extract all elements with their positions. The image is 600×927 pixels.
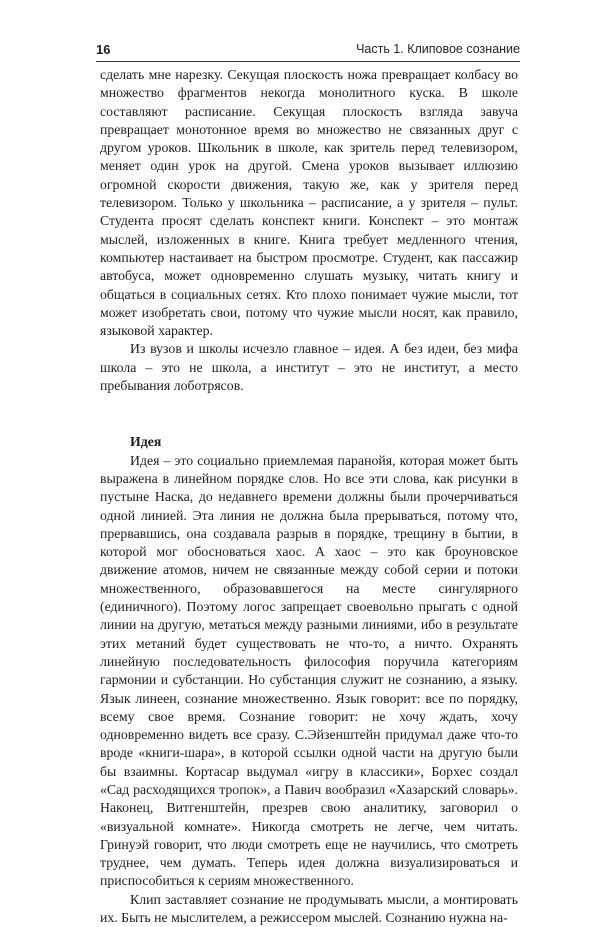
- paragraph: Клип заставляет сознание не продумывать мысли, а монтировать их. Быть не мыслителем, а режиссером мыслей. Сознанию нужна на-: [100, 891, 518, 926]
- header-rule: [96, 61, 520, 62]
- page-body: [100, 66, 518, 927]
- section-title: Идея: [130, 434, 162, 450]
- section-gap: [100, 395, 518, 433]
- paragraph-continued: сделать мне нарезку. Секущая плоскость ножа превращает колбасу во множество фрагментов некогда монолитного куска. В школе составляют расписание. Секущая плоскость взгляда завуча превращает монотонное время во множество не связанных друг с другом уроков. Школьник в школе, как зритель перед телевизором, меняет один урок на другой. Смена уроков вызывает иллюзию огромной скорости движения, такую же, как у зрителя перед телевизором. Только у школьника – расписание, а у зрителя – пульт. Студента просят сделать конспект книги. Конспект – это монтаж мыслей, изложенных в книге. Книга требует медленного чтения, компьютер настаивает на быстром просмотре. Студент, как пассажир автобуса, может одновременно слушать музыку, читать книгу и общаться в социальных сетях. Кто плохо понимает чужие мысли, тот может изобретать свои, потому что чужие мысли носят, как правило, языковой характер.: [100, 67, 518, 339]
- page-number: 16: [96, 42, 111, 57]
- running-head: Часть 1. Клиповое сознание: [356, 42, 520, 56]
- page-header: [96, 42, 520, 58]
- paragraph: Из вузов и школы исчезло главное – идея. А без идеи, без мифа школа – это не школа, а институт – это не институт, а место пребывания лоботрясов.: [100, 341, 518, 394]
- paragraph: Идея – это социально приемлемая паранойя, которая может быть выражена в линейном порядке слов. Но все эти слова, как рисунки в пустыне Наска, до недавнего времени должны были прочерчиваться одной линией. Эта линия не должна была прерываться, потому что, прервавшись, она создавала разрыв в порядке, трещину в бытии, в которой мог обосноваться хаос. А хаос – это как броуновское движение атомов, ничем не связанные между собой серии и потоки множественного, образовавшегося на месте сингулярного (единичного). Поэтому логос запрещает своевольно прыгать с одной линии на другую, метаться между разными линиями, ибо в результате этих метаний будет существовать не что-то, а ничто. Охранять линейную последовательность философия поручила категориям гармонии и субстанции. Но субстанция служит не сознанию, а языку. Язык линеен, сознание множественно. Язык говорит: все по порядку, всему свое время. Сознание говорит: не хочу ждать, хочу одновременно видеть все сразу. С.Эйзенштейн придумал даже что-то вроде «книги-шара», в которой ссылки одной части на другую были бы взаимны. Кортасар выдумал «игру в классики», Борхес создал «Сад расходящихся тропок», а Павич вообразил «Хазарский словарь». Наконец, Витгенштейн, презрев свою аналитику, заговорил о «визуальной комнате». Никогда смотреть не легче, чем читать. Гринуэй говорит, что люди смотреть еще не научились, что смотреть труднее, чем думать. Теперь идея должна визуализироваться и приспособиться к сериям множественного.: [100, 452, 518, 889]
